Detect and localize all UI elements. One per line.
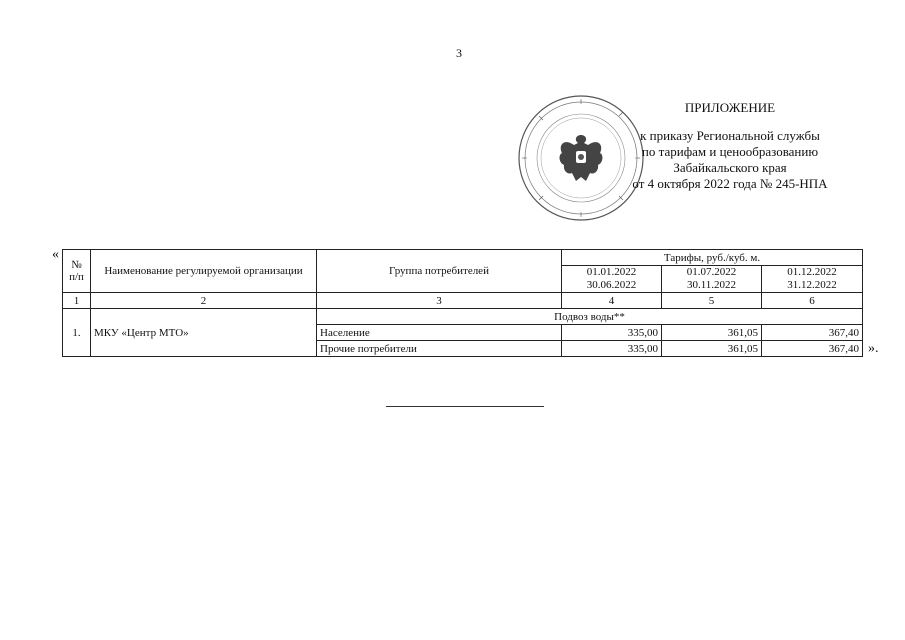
period-from: 01.01.2022 (586, 266, 637, 278)
separator-line (386, 406, 544, 407)
service-name: Подвоз воды** (317, 309, 863, 325)
tariff-value: 335,00 (562, 341, 662, 357)
period-to: 30.06.2022 (586, 279, 637, 291)
tariff-value: 361,05 (662, 341, 762, 357)
column-number: 2 (91, 293, 317, 309)
header-consumer-group: Группа потребителей (317, 250, 562, 293)
appendix-line: к приказу Региональной службы (640, 128, 820, 143)
opening-quote: « (52, 247, 59, 262)
period-from: 01.07.2022 (686, 266, 737, 278)
column-number: 6 (762, 293, 863, 309)
column-number: 4 (562, 293, 662, 309)
period-to: 30.11.2022 (686, 279, 737, 291)
column-number-row (63, 293, 863, 309)
appendix-line: Забайкальского края (673, 160, 787, 175)
page-number: 3 (456, 46, 462, 60)
header-tariffs: Тарифы, руб./куб. м. (562, 250, 863, 266)
tariff-value: 361,05 (662, 325, 762, 341)
consumer-group: Прочие потребители (317, 341, 562, 357)
header-period (662, 266, 762, 293)
tariff-value: 367,40 (762, 341, 863, 357)
row-number: 1. (63, 309, 91, 357)
organization-name: МКУ «Центр МТО» (91, 309, 317, 357)
consumer-group: Население (317, 325, 562, 341)
tariff-value: 335,00 (562, 325, 662, 341)
header-period (762, 266, 863, 293)
period-from: 01.12.2022 (787, 266, 837, 278)
appendix-line: от 4 октября 2022 года № 245-НПА (632, 176, 828, 191)
closing-quote: ». (868, 341, 879, 356)
appendix-heading: ПРИЛОЖЕНИЕ (684, 100, 776, 115)
appendix-block (600, 100, 860, 192)
column-number: 5 (662, 293, 762, 309)
column-number: 1 (63, 293, 91, 309)
column-number: 3 (317, 293, 562, 309)
period-to: 31.12.2022 (787, 279, 837, 291)
tariff-table (62, 249, 863, 357)
appendix-line: по тарифам и ценообразованию (641, 144, 819, 159)
header-num: № п/п (63, 250, 91, 293)
header-period (562, 266, 662, 293)
tariff-value: 367,40 (762, 325, 863, 341)
table-row (63, 309, 863, 325)
header-organization: Наименование регулируемой организации (91, 250, 317, 293)
